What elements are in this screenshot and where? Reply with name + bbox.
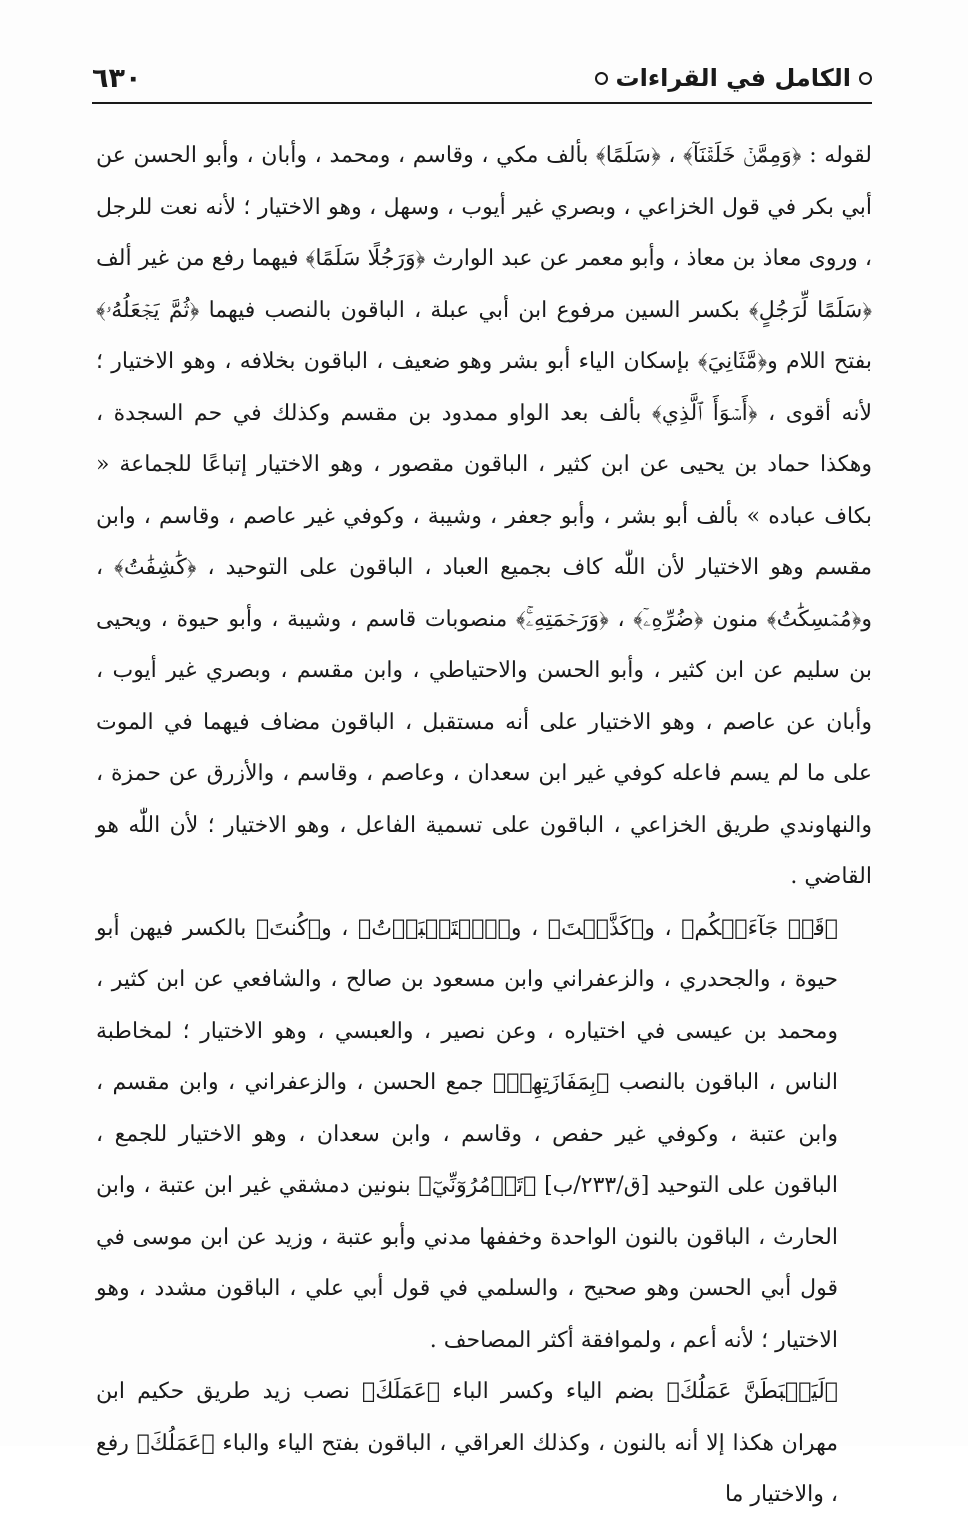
- paragraph: لقوله : ﴿وَمِمَّنۡ خَلَقۡنَآ﴾ ، ﴿سَلَمًا﴾ بألف مكي ، وقاسم ، ومحمد ، وأبان ، وأبو الحسن عن أبي بكر في قول الخزاعي ، وبصري غير أيوب ، وسهل ، وهو الاختيار ؛ لأنه نعت للرجل ، وروى معاذ بن معاذ ، وأبو معمر عن عبد الوارث ﴿وَرَجُلًا سَلَمًا﴾ فيهما رفع من غير ألف ﴿سَلَمًا لِّرَجُلٍ﴾ بكسر السين مرفوع ابن أبي عبلة ، الباقون بالنصب فيهما ﴿ثُمَّ يَجۡعَلُهُۥ﴾ بفتح اللام و﴿مَّثَانِيَ﴾ بإسكان الياء أبو بشر وهو ضعيف ، الباقون بخلافه ، وهو الاختيار ؛ لأنه أقوى ، ﴿أَسۡوَأَ ٱلَّذِي﴾ بألف بعد الواو ممدود بن مقسم وكذلك في حم السجدة ، وهكذا حماد بن يحيى عن ابن كثير ، الباقون مقصور ، وهو الاختيار إتباعًا للجماعة « بكاف عباده » بألف أبو بشر ، وأبو جعفر ، وشيبة ، وكوفي غير عاصم ، وقاسم ، وابن مقسم وهو الاختيار لأن اللّٰه كاف بجميع العباد ، الباقون على التوحيد ، ﴿كَٰشِفَٰتُ﴾ ، و﴿مُمۡسِكَٰتُ﴾ منون ﴿ضُرِّهِۦٓ﴾ ، ﴿وَرَحۡمَتِهِۦۚ﴾ منصوبات قاسم ، وشيبة ، وأبو حيوة ، ويحيى بن سليم عن ابن كثير ، وأبو الحسن والاحتياطي ، وابن مقسم ، وبصري غير أيوب ، وأبان عن عاصم ، وهو الاختيار على أنه مستقبل ، الباقون مضاف فيهما في الموت على ما لم يسم فاعله كوفي غير ابن سعدان ، وعاصم ، وقاسم ، والأزرق عن حمزة ، والنهاوندي طريق الخزاعي ، الباقون على تسمية الفاعل ، وهو الاختيار ؛ لأن اللّٰه هو القاضي .: [96, 143, 872, 889]
- page-header: [92, 58, 872, 98]
- circle-ornament-icon: [595, 72, 608, 85]
- running-title: [595, 64, 872, 92]
- paragraph: ﴿قَدۡ جَآءَتۡكُم﴾ ، و﴿كَذَّبۡتَ﴾ ، و﴿ٱسۡتَكۡبَرۡتُ﴾ ، و﴿كُنتَ﴾ بالكسر فيهن أبو حيوة ، والجحدري ، والزعفراني وابن مسعود بن صالح ، والشافعي عن ابن كثير ، ومحمد بن عيسى في اختياره ، وعن نصير ، والعبسي ، وهو الاختيار ؛ لمخاطبة الناس ، الباقون بالنصب ﴿بِمَفَازَتِهِمۡ﴾ جمع الحسن ، والزعفراني ، وابن مقسم ، وابن عتبة ، وكوفي غير حفص ، وقاسم ، وابن سعدان ، وهو الاختيار للجمع ، الباقون على التوحيد [ق/٢٣٣/ب] ﴿تَأۡمُرُوٓنِّيٓ﴾ بنونين دمشقي غير ابن عتبة ، وابن الحارث ، الباقون بالنون الواحدة وخففها مدني وأبو عتبة ، وزيد عن ابن موسى في قول أبي الحسن وهو صحيح ، والسلمي في قول أبي علي ، الباقون مشدد ، وهو الاختيار ؛ لأنه أعم ، ولموافقة أكثر المصاحف .: [96, 915, 838, 1353]
- page-number: ٦٣٠: [92, 62, 142, 94]
- book-title: الكامل في القراءات: [615, 64, 851, 92]
- paragraph: ﴿لَيَحۡبَطَنَّ عَمَلُكَ﴾ بضم الياء وكسر الباء ﴿عَمَلَكَ﴾ نصب زيد طريق حكيم ابن مهران هكذا إلا أنه بالنون ، وكذلك العراقي ، الباقون بفتح الياء والباء ﴿عَمَلُكَ﴾ رفع ، والاختيار ما: [96, 1379, 838, 1507]
- circle-ornament-icon: [859, 72, 872, 85]
- page-body: [96, 130, 872, 1521]
- header-rule: [92, 102, 872, 104]
